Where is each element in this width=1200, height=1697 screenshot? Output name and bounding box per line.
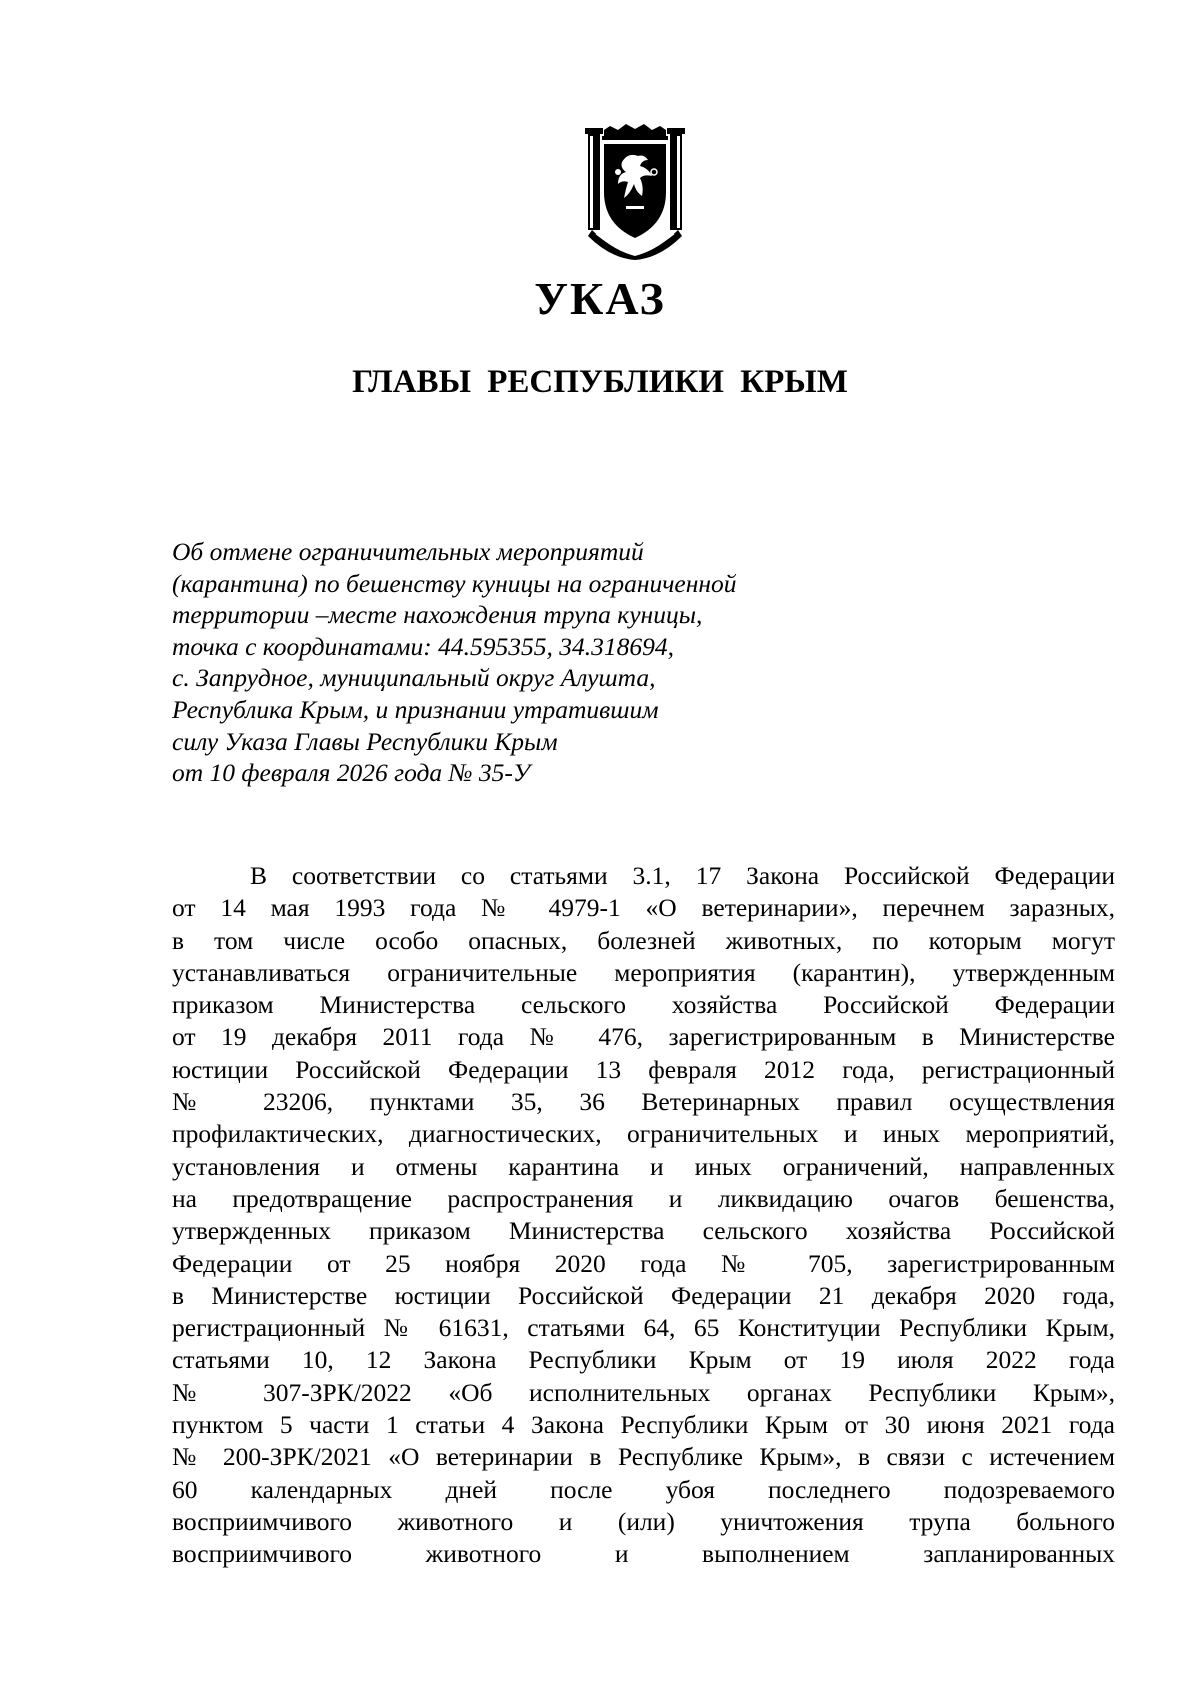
subject-line: территории –месте нахождения трупа куницы, bbox=[172, 600, 703, 630]
body-line: от 19 декабря 2011 года № 476, зарегистрированным в Министерстве bbox=[172, 1022, 1115, 1052]
body-line: приказом Министерства сельского хозяйства Российской Федерации bbox=[172, 990, 1115, 1020]
body-line: от 14 мая 1993 года № 4979-1 «О ветеринарии», перечнем заразных, bbox=[172, 893, 1115, 923]
body-line: профилактических, диагностических, ограничительных и иных мероприятий, bbox=[172, 1119, 1115, 1149]
body-line: в том числе особо опасных, болезней животных, по которым могут bbox=[172, 925, 1115, 955]
body-line: на предотвращение распространения и ликвидацию очагов бешенства, bbox=[172, 1183, 1115, 1213]
body-line: восприимчивого животного и (или) уничтожения трупа больного bbox=[172, 1506, 1115, 1536]
body-line: пунктом 5 части 1 статьи 4 Закона Республики Крым от 30 июня 2021 года bbox=[172, 1410, 1115, 1440]
subject-line: от 10 февраля 2026 года № 35-У bbox=[172, 758, 531, 788]
body-line: в Министерстве юстиции Российской Федерации 21 декабря 2020 года, bbox=[172, 1280, 1115, 1310]
subject-line: точка с координатами: 44.595355, 34.318694, bbox=[172, 631, 674, 661]
body-line: утвержденных приказом Министерства сельского хозяйства Российской bbox=[172, 1216, 1115, 1246]
document-subtitle: ГЛАВЫ РЕСПУБЛИКИ КРЫМ bbox=[352, 364, 848, 400]
subject-line: (карантина) по бешенству куницы на ограниченной bbox=[172, 568, 737, 598]
subject-line: силу Указа Главы Республики Крым bbox=[172, 726, 558, 756]
document-title: УКАЗ bbox=[534, 273, 666, 324]
body-line: устанавливаться ограничительные мероприятия (карантин), утвержденным bbox=[172, 957, 1115, 987]
body-line: № 200-ЗРК/2021 «О ветеринарии в Республике Крым», в связи с истечением bbox=[172, 1442, 1115, 1472]
document-subject bbox=[172, 536, 812, 789]
body-line: В соответствии со статьями 3.1, 17 Закона Российской Федерации bbox=[250, 861, 1115, 890]
body-line: Федерации от 25 ноября 2020 года № 705, зарегистрированным bbox=[172, 1248, 1115, 1278]
body-line: установления и отмены карантина и иных ограничений, направленных bbox=[172, 1151, 1115, 1181]
body-line: статьями 10, 12 Закона Республики Крым от 19 июля 2022 года bbox=[172, 1345, 1115, 1375]
body-line: регистрационный № 61631, статьями 64, 65 Конституции Республики Крым, bbox=[172, 1313, 1115, 1343]
body-line: 60 календарных дней после убоя последнего подозреваемого bbox=[172, 1474, 1115, 1504]
crimea-coat-of-arms-icon bbox=[582, 122, 688, 260]
document-body bbox=[172, 860, 1115, 1571]
subject-line: с. Запрудное, муниципальный округ Алушта, bbox=[172, 663, 656, 693]
body-line: юстиции Российской Федерации 13 февраля 2012 года, регистрационный bbox=[172, 1054, 1115, 1084]
subject-line: Об отмене ограничительных мероприятий bbox=[172, 537, 644, 566]
subject-line: Республика Крым, и признании утратившим bbox=[172, 694, 659, 724]
body-line: № 307-ЗРК/2022 «Об исполнительных органах Республики Крым», bbox=[172, 1377, 1115, 1407]
body-line: № 23206, пунктами 35, 36 Ветеринарных правил осуществления bbox=[172, 1087, 1115, 1117]
body-line: восприимчивого животного и выполнением запланированных bbox=[172, 1539, 1115, 1569]
